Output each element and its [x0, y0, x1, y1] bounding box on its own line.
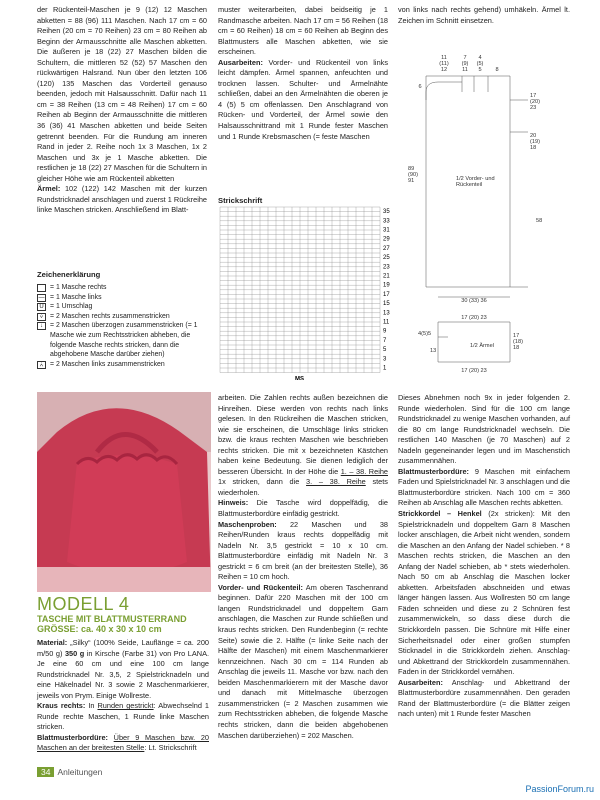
schem-top-1b: (11): [439, 61, 449, 67]
blatt-text: : Lt. Strickschrift: [144, 743, 197, 753]
schem-top-2b: (9): [461, 61, 469, 67]
row-label: 35: [383, 209, 390, 216]
hinweis-label: Hinweis:: [218, 498, 249, 508]
footer-section: Anleitungen: [57, 767, 103, 777]
row-label: 3: [383, 356, 387, 363]
schem-top-1c: 12: [440, 67, 448, 73]
row-label: 17: [383, 291, 390, 298]
row-label: 13: [383, 310, 390, 317]
strickschrift-title: Strickschrift: [218, 196, 263, 205]
material-text: „Silky“ (100% Seide, Lauflänge = ca. 200 m/50 g): [37, 638, 209, 658]
schem-89b: (90): [408, 172, 418, 178]
ausarb2-text: Anschlag- und Abkettrand der Blattmusterbordüre zusammennähen. Den geraden Rand der Blattmusterbordüre (= die Blätter zeigen nach unten) mit 1 Runde fester Maschen: [398, 677, 570, 719]
legend-symbol: —: [38, 294, 45, 301]
aermel-label: Ärmel:: [37, 184, 61, 194]
aermel-text: 102 (122) 142 Maschen mit der kurzen Rundstricknadel anschlagen und zuerst 1 Rückreihe linke Maschen stricken. Anschließend im Blatt-: [37, 184, 207, 215]
column-6-text: [37, 638, 209, 754]
legend-item: [37, 302, 212, 312]
col1-paragraph: der Rückenteil-Maschen je 9 (12) 12 Maschen abketten = 88 (96) 111 Maschen. Nach 17 cm = 60 Reihen (20 cm = 70 Reihen) 23 cm = 80 Reihen ab Beginn der Armausschnitte alle Maschen abketten. Die äußeren je 18 (22) 27 Maschen bilden die Schultern, die mittleren 52 (52) 57 Maschen den rückwärtigen Halsrand. Nun über den letzten 106 (120) 135 Maschen das Vorderteil genauso beenden, jedoch mit Halsausschnitt. Dafür nach 11 cm = 38 Reihen (13 cm = 48 Reihen) 17 cm = 60 Reihen ab Beginn der Armausschnitte die mittleren 36 (36) 41 Maschen abketten und beide Seiten getrennt beenden. Für die Rundung am inneren Rand in jeder 2. Reihe noch 1x 3 Maschen, 1x 2 Maschen und 3x je 1 Masche abketten. Die restlichen je 18 (22) 27 Maschen für die Schultern in gleicher Höhe wie am Rückenteil abketten: [37, 5, 207, 183]
kraus-underline: Runden gestrickt: [97, 701, 154, 711]
row-label: 21: [383, 273, 390, 280]
modell-title: MODELL 4: [37, 594, 130, 614]
schem-top-1a: 11: [441, 55, 447, 61]
schem-sleeve-bottom: 17 (20) 23: [461, 368, 487, 374]
schem-sleeve-r2: (18): [513, 339, 523, 345]
material-label: Material:: [37, 638, 68, 647]
column-3-text: [398, 5, 570, 26]
page-number: 34: [37, 767, 54, 777]
schem-sleeve-r1: 17: [513, 333, 520, 339]
row-label: 33: [383, 218, 390, 225]
strickschrift-chart: [218, 205, 408, 380]
row-label: 19: [383, 282, 390, 289]
schem-sleeve-label: 1/2 Ärmel: [470, 343, 494, 349]
col3-paragraph: von links nach rechts gehend) umhäkeln. Ärmel lt. Zeichen im Schnitt einsetzen.: [398, 5, 570, 25]
schem-top-2c: 11: [462, 67, 468, 73]
row-label: 23: [383, 264, 390, 271]
legend-item: [37, 293, 212, 303]
legend-text: = 2 Maschen links zusammenstricken: [50, 360, 165, 368]
column-2-text: [218, 5, 388, 142]
col4-text-2: 1x stricken, dann die: [218, 477, 307, 487]
legend-text: = 1 Umschlag: [50, 303, 93, 311]
modell-size: GRÖSSE: ca. 40 x 30 x 10 cm: [37, 624, 162, 634]
schem-top-3a: 4: [478, 55, 482, 61]
legend-symbol: [37, 284, 46, 292]
schem-top-2a: 7: [463, 55, 467, 61]
legend-text: = 1 Masche rechts: [50, 284, 107, 291]
schem-sleeve-r3: 18: [513, 345, 520, 351]
legend-title: Zeichenerklärung: [37, 270, 101, 279]
legend-symbol: ⩑: [37, 361, 46, 369]
schem-vr2: Rückenteil: [456, 182, 483, 188]
col4-underline-1: 1. – 38. Reihe: [340, 466, 388, 476]
schem-top-3c: 5: [478, 67, 482, 73]
legend-item: [37, 283, 212, 293]
kraus-text-2: : Abwechselnd 1 Runde rechte Maschen, 1 Runde linke Maschen stricken.: [37, 701, 210, 732]
col4-text-1: arbeiten. Die Zahlen rechts außen bezeichnen die Hinreihen. Diese werden von rechts nach links gelesen. In den Rückreihen die Maschen stricken, wie sie erscheinen, die Umschläge links stricken bzw. die kraus rechten Maschen wie beschrieben rechts stricken. Die mit x bezeichneten Kästchen haben keine Bedeutung. Sie dienen lediglich der besseren Übersicht. In der Höhe die: [218, 393, 388, 476]
col5-text-1: Dieses Abnehmen noch 9x in jeder folgenden 2. Runde wiederholen. Sind für die 100 cm lange Rundstricknadel zu wenige Maschen vorhanden, auf die 80 cm lange Rundstricknadel wechseln. Die restlichen 140 Maschen (je 70 Maschen) auf 2 Nadeln gegeneinander legen und im Maschenstich zusammennähen.: [398, 393, 570, 466]
schem-13: 13: [430, 348, 437, 354]
schem-89a: 89: [408, 166, 415, 172]
blatt-label: Blattmusterbordüre:: [37, 732, 108, 742]
legend-symbol: U: [37, 303, 46, 311]
ms-label: MS: [295, 376, 304, 380]
blatt2-label: Blattmusterbordüre:: [398, 466, 469, 476]
col2-paragraph: muster weiterarbeiten, dabei beidseitig je 1 Randmasche arbeiten. Nach 17 cm = 56 Reihen (18 cm = 60 Reihen) 18 cm = 60 Reihen ab Beginn des Blattmusters alle Maschen abketten, wie sie erscheinen.: [218, 5, 388, 57]
row-label: 15: [383, 301, 390, 308]
schem-top-3b: (5): [476, 61, 484, 67]
schem-vr1: 1/2 Vorder- und: [456, 176, 495, 182]
maschenproben-text: 22 Maschen und 38 Reihen/Runden kraus rechts doppelfädig mit Nadeln Nr. 3,5 gestrickt = 10 x 10 cm. Blattmusterbordüre einfädig mit Nadeln Nr. 3 gestrickt = 6 cm breit (an der breitesten Stelle), 36 Reihen = 10 cm hoch.: [218, 519, 388, 582]
legend-item: [37, 360, 212, 370]
vr-label: Vorder- und Rückenteil:: [218, 582, 304, 592]
column-5-text: [398, 393, 570, 720]
legend-text: = 1 Masche links: [50, 293, 102, 301]
modell-heading: [37, 595, 187, 634]
kordel-label: Strickkordel – Henkel: [398, 509, 482, 519]
row-label: 27: [383, 245, 390, 252]
bag-photo: [37, 392, 211, 592]
schem-20a: 20: [530, 133, 537, 139]
vr-text: Am oberen Taschenrand beginnen. Dafür 220 Maschen mit der 100 cm langen Rundstricknadel und doppeltem Garn anschlagen, die Maschen zur Runde schließen und kraus rechts stricken. Den Rundenbeginn (= rechte Seite) sowie die 2. Hälfte (= linke Seite nach der Hälfte der Maschen) mit einem Maschenmarkierer kennzeichnen. Nach 30 cm = 114 Runden ab Anschlag die jeweils 11. Masche vor bzw. nach den beiden Maschenmarkierern mit der Masche davor und danach mit Mittelmasche überzogen zusammenstricken (= 2 Maschen zusammen wie zum Rechtsstricken abheben, die folgende Masche rechts stricken, dann die beiden abgehobenen Maschen darüberziehen) = 202 Maschen.: [218, 582, 388, 740]
watermark: PassionForum.ru: [525, 784, 594, 794]
row-label: 29: [383, 236, 390, 243]
schem-17b: (20): [530, 99, 540, 105]
schem-sleeve-side: 4(5)5: [418, 331, 432, 337]
schem-sleeve-top: 17 (20) 23: [461, 315, 487, 321]
row-label: 1: [383, 365, 387, 372]
col4-underline-2: 3. – 38. Reihe: [306, 477, 366, 487]
schem-30: 30 (33) 36: [461, 298, 487, 304]
schem-top-4: 8: [495, 67, 499, 73]
kraus-label: Kraus rechts:: [37, 701, 86, 711]
col4-text-3: stets wiederholen.: [218, 477, 388, 497]
size-schematic: [398, 52, 573, 387]
kordel-text: (2x stricken): Mit den Spielstricknadeln und doppeltem Garn 8 Maschen locker anschlagen, die Arbeit nicht wenden, sondern die Maschen an den Anfang der Nadel schieben. * 8 Maschen rechts stricken, die Maschen an den Anfang der Nadel schieben, ab * stets wiederholen. Nach 50 cm ab Anschlag die Maschen locker abketten. Arbeitsfaden abschneiden und etwas länger hängen lassen. Aus Wollresten 50 cm lange Fäden schneiden und diese zu 2 Schnüren fest zusammenwickeln, so dass diese durch die Strickkordeln passen. Die Schnüre mit Hilfe einer Sicherheitsnadel oder einer großen stumpfen Sticknadel in die Strickkordeln ziehen. Anschlag- und Abkettrand der Strickkordeln zusammennähen. Faden in der Strickkordel vernähen.: [398, 509, 570, 677]
schem-20c: 18: [530, 145, 537, 151]
row-label: 25: [383, 255, 390, 262]
modell-subtitle: TASCHE MIT BLATTMUSTERRAND: [37, 614, 187, 624]
kraus-text-1: In: [85, 701, 98, 711]
schem-20b: (19): [530, 139, 540, 145]
schem-58: 58: [536, 218, 543, 224]
legend: [37, 283, 212, 369]
material-text-2: in Kirsche (Farbe 31) von Pro LANA. Je eine 60 cm und eine 100 cm lange Rundstricknadel Nr. 3,5, 2 Spielstricknadeln und eine Häkelnadel Nr. 3 sowie 2 Maschenmarkierer, jeweils von Prym. Einige Wollreste.: [37, 648, 210, 700]
row-label: 9: [383, 328, 387, 335]
column-1-text: [37, 5, 207, 216]
ausarbeiten-text: Vorder- und Rückenteil von links leicht dämpfen. Ärmel spannen, anfeuchten und trocknen lassen. Schulter- und Ärmelnähte schließen, dabei an den Ärmelnähten die oberen je 4 (5) 5 cm offenlassen. Den Anschlagrand von Rücken- und Vorderteil, der Ärmel sowie den Halsausschnittrand mit 1 Runde fester Maschen und 1 Runde Krebsmaschen (= feste Maschen: [218, 57, 388, 141]
row-label: 31: [383, 227, 390, 234]
schem-6: 6: [418, 84, 422, 90]
legend-symbol: ⩒: [37, 313, 46, 321]
row-label: 7: [383, 337, 387, 344]
row-label: 5: [383, 347, 387, 354]
schem-17c: 23: [530, 105, 537, 111]
page-footer: [37, 767, 102, 777]
row-label: 11: [383, 319, 390, 326]
material-amount: 350 g: [64, 648, 85, 658]
ausarbeiten-label: Ausarbeiten:: [218, 57, 263, 67]
schem-89c: 91: [408, 178, 415, 184]
blatt-underline: Über 9 Maschen bzw. 20 Maschen an der breitesten Stelle: [37, 732, 209, 753]
legend-item: [37, 312, 212, 322]
ausarb2-label: Ausarbeiten:: [398, 677, 443, 687]
legend-text: = 2 Maschen rechts zusammenstricken: [50, 312, 170, 320]
schem-17a: 17: [530, 93, 537, 99]
hinweis-text: Die Tasche wird doppelfädig, die Blattmusterbordüre einfädig gestrickt.: [218, 498, 388, 519]
maschenproben-label: Maschenproben:: [218, 519, 277, 529]
legend-item: [37, 321, 212, 359]
legend-text: = 2 Maschen überzogen zusammenstricken (= 1 Masche wie zum Rechtsstricken abheben, die folgende Masche rechts stricken, dann die abgehobene Masche darüber ziehen): [50, 322, 198, 359]
blatt2-text: 9 Maschen mit einfachem Faden und Spielstricknadel Nr. 3 anschlagen und die Blattmusterbordüre stricken. Nach 100 cm = 360 Reihen ab Anschlag alle Maschen rechts abketten.: [398, 466, 570, 508]
column-4-text: [218, 393, 388, 741]
legend-symbol: ↓: [37, 322, 46, 330]
